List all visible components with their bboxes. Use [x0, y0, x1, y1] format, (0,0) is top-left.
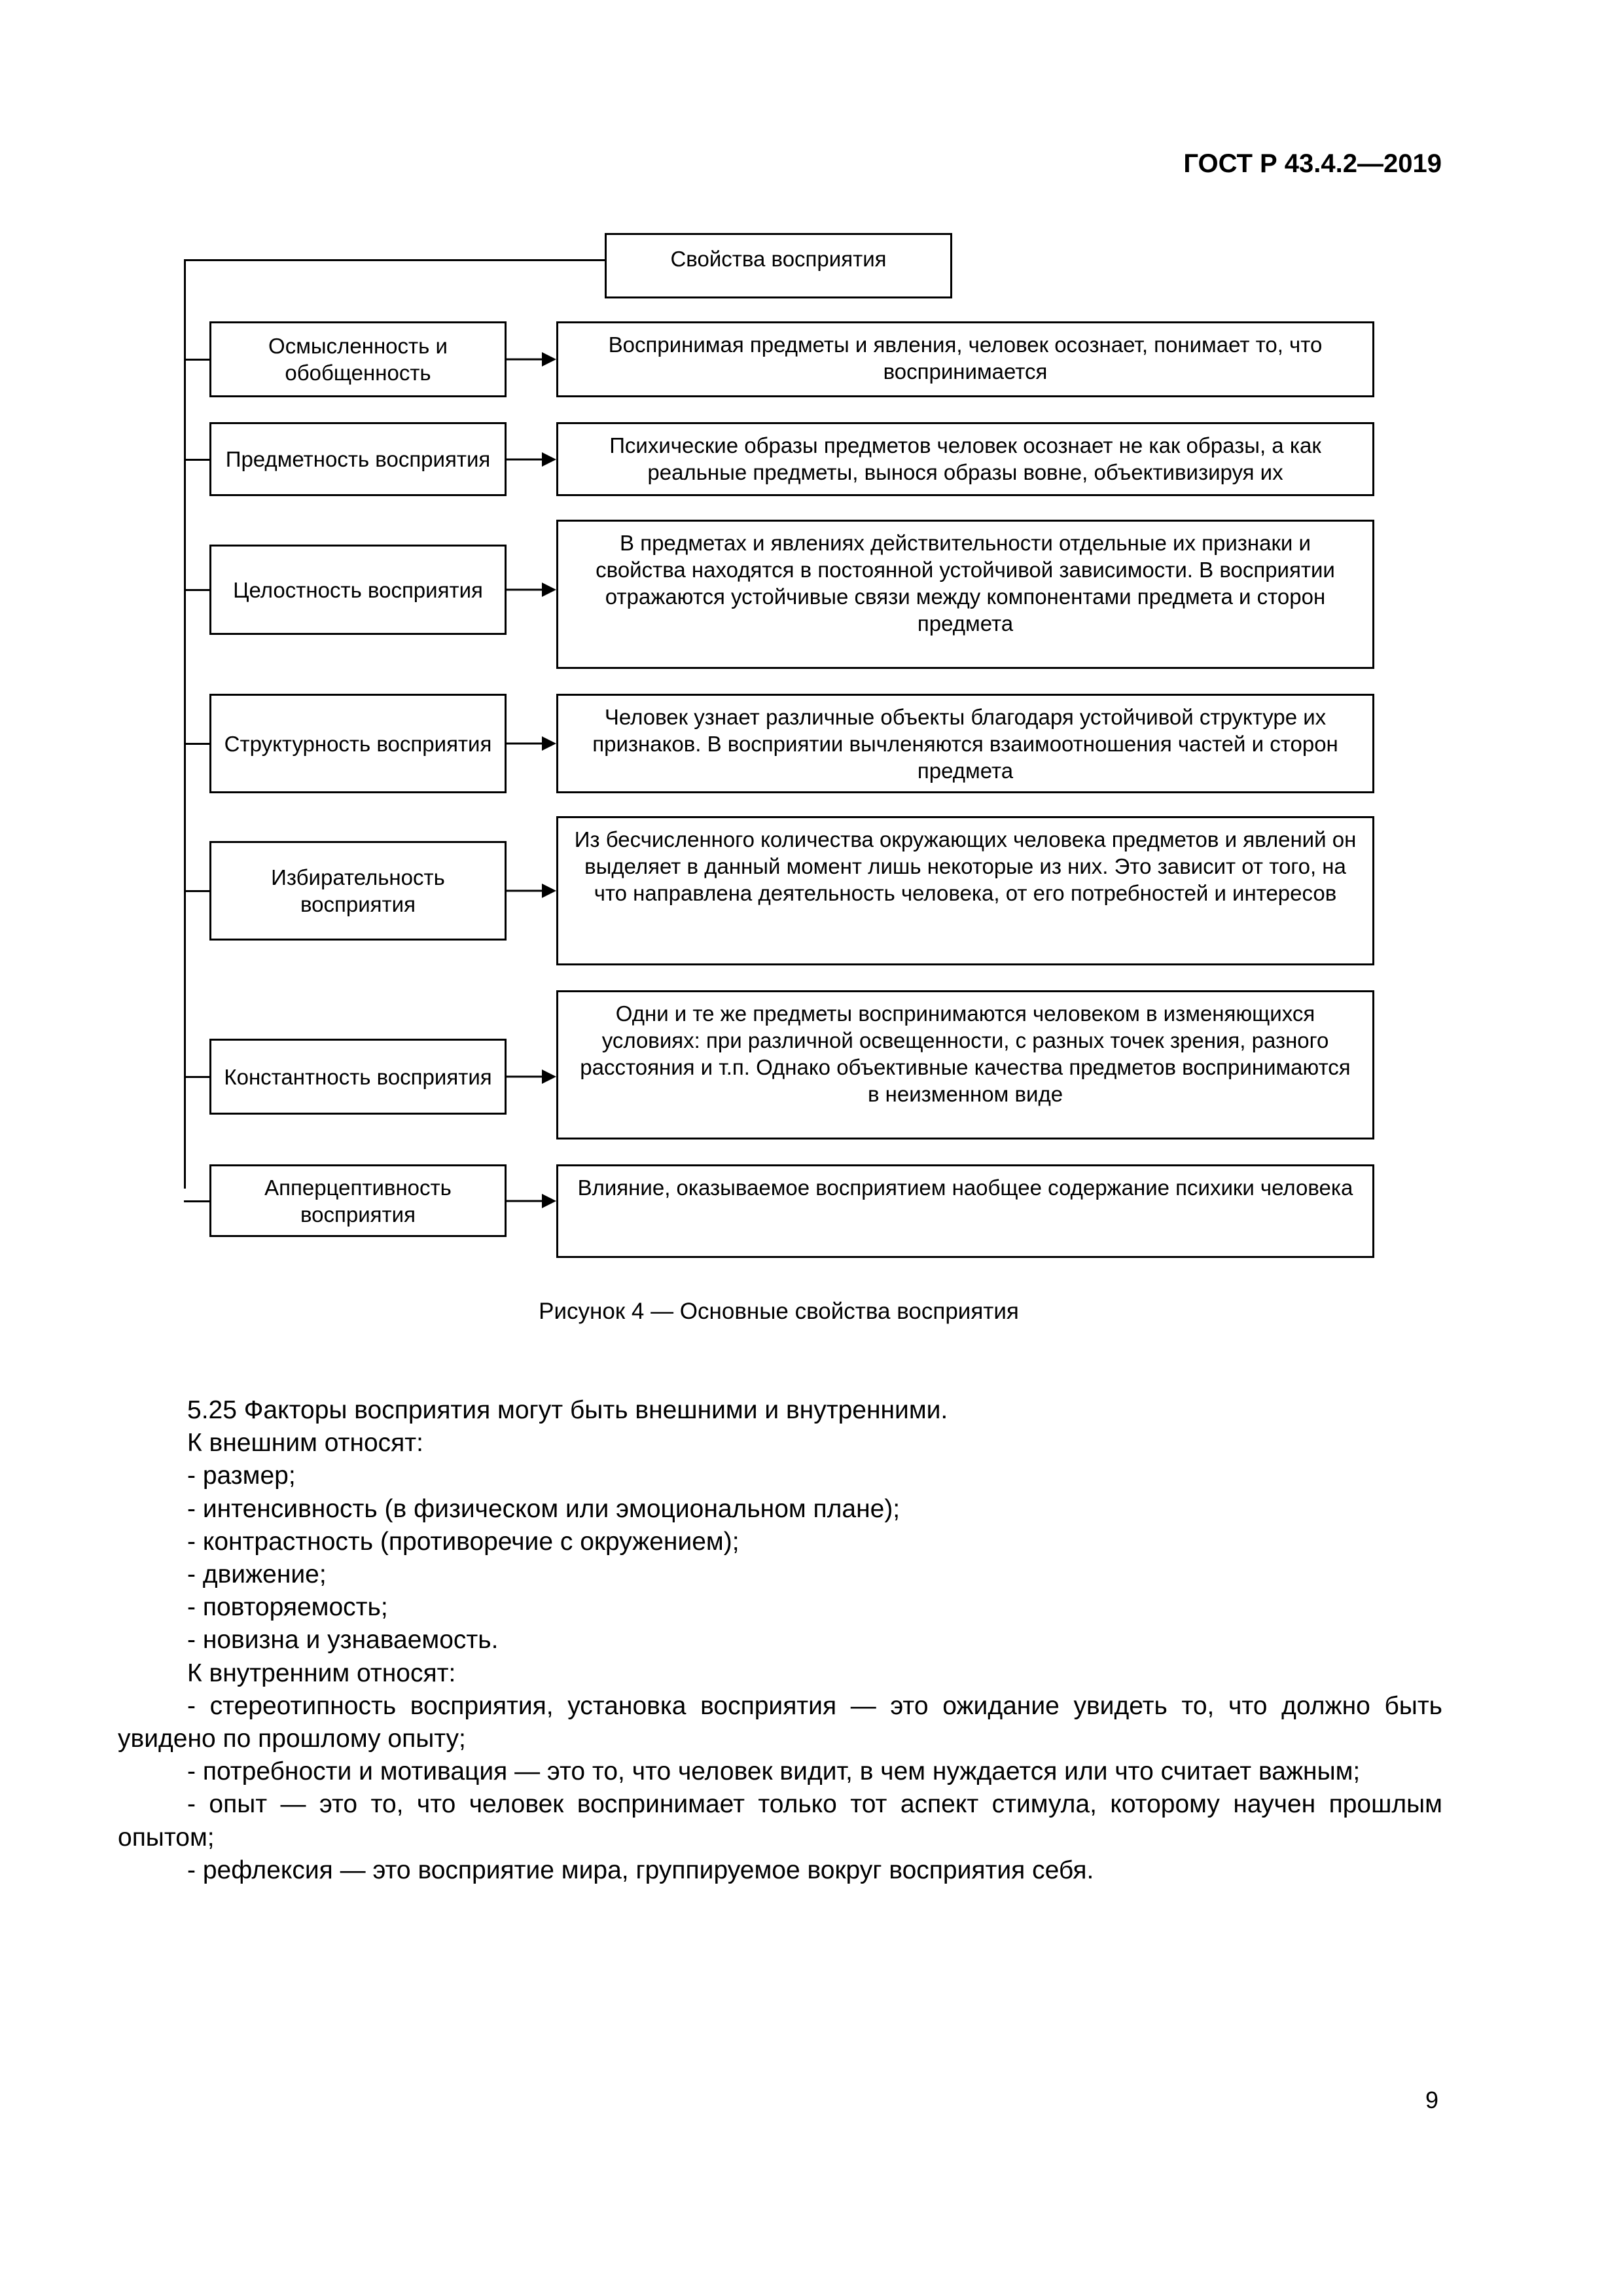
arrow-right-icon — [507, 736, 556, 751]
description-box — [556, 321, 1374, 397]
list-item: - рефлексия — это восприятие мира, группируемое вокруг восприятия себя. — [187, 1856, 1094, 1884]
property-box — [209, 841, 507, 941]
connector-branch — [184, 890, 210, 892]
property-label: Целостность восприятия — [233, 577, 483, 602]
connector-branch — [184, 1200, 210, 1202]
property-box — [209, 1039, 507, 1115]
description-box — [556, 422, 1374, 496]
page-number: 9 — [1425, 2087, 1439, 2113]
document-number: ГОСТ Р 43.4.2—2019 — [1183, 149, 1442, 178]
list-item: - интенсивность (в физическом или эмоциональном плане); — [187, 1494, 901, 1523]
description-box — [556, 1164, 1374, 1258]
arrow-right-icon — [507, 1069, 556, 1085]
arrow-right-icon — [507, 883, 556, 899]
body-text — [118, 1394, 1442, 1887]
arrow-right-icon — [507, 351, 556, 367]
property-label: Предметность восприятия — [225, 447, 491, 471]
property-description: Психические образы предметов человек осознает не как образы, а как реальные предметы, вынося образы вовне, объективизируя их — [609, 433, 1321, 484]
list-item: - потребности и мотивация — это то, что человек видит, в чем нуждается или что считает важным; — [187, 1757, 1361, 1786]
list-item: - движение; — [187, 1560, 327, 1589]
property-label: Избирательность восприятия — [271, 865, 445, 916]
property-description: Одни и те же предметы воспринимаются человеком в изменяющихся условиях: при различной освещенности, с разных точек зрения, разного расстояния и т.п. Однако объективные качества предметов воспринимаются в неизменном виде — [580, 1001, 1351, 1106]
property-description: В предметах и явлениях действительности отдельные их признаки и свойства находятся в постоянной устойчивой зависимости. В восприятии отражаются устойчивые связи между компонентами предмета и сторон предмета — [596, 531, 1335, 636]
property-box — [209, 545, 507, 635]
list-item: - размер; — [187, 1462, 296, 1490]
list-item: - контрастность (противоречие с окружением); — [187, 1527, 740, 1556]
connector-top — [184, 259, 605, 261]
diagram-title-box — [605, 233, 952, 298]
paragraph: 5.25 Факторы восприятия могут быть внешними и внутренними. — [187, 1396, 948, 1424]
connector-trunk — [184, 259, 186, 1189]
connector-branch — [184, 459, 210, 461]
figure-caption: Рисунок 4 — Основные свойства восприятия — [539, 1299, 1019, 1324]
arrow-right-icon — [507, 1193, 556, 1209]
property-box — [209, 422, 507, 496]
list-item: - стереотипность восприятия, установка восприятия — это ожидание увидеть то, что должно быть увидено по прошлому опыту; — [118, 1691, 1442, 1753]
paragraph: К внешним относят: — [187, 1429, 423, 1458]
arrow-right-icon — [507, 582, 556, 598]
property-box — [209, 1164, 507, 1237]
diagram-title: Свойства восприятия — [670, 247, 887, 271]
connector-branch — [184, 359, 210, 361]
list-item: - новизна и узнаваемость. — [187, 1626, 499, 1655]
property-box — [209, 321, 507, 397]
property-description: Человек узнает различные объекты благодаря устойчивой структуре их признаков. В восприятии вычленяются взаимоотношения частей и сторон предмета — [592, 705, 1338, 783]
property-label: Апперцептивность восприятия — [264, 1175, 452, 1227]
connector-branch — [184, 743, 210, 745]
property-label: Осмысленность и обобщенность — [268, 334, 448, 385]
description-box — [556, 694, 1374, 793]
property-label: Структурность восприятия — [224, 731, 492, 756]
list-item: - опыт — это то, что человек воспринимает только тот аспект стимула, которому научен прошлым опытом; — [118, 1790, 1442, 1852]
description-box — [556, 816, 1374, 965]
description-box — [556, 990, 1374, 1139]
arrow-right-icon — [507, 452, 556, 467]
property-label: Константность восприятия — [224, 1064, 492, 1089]
paragraph: К внутренним относят: — [187, 1659, 456, 1687]
property-box — [209, 694, 507, 793]
connector-branch — [184, 589, 210, 591]
property-description: Влияние, оказываемое восприятием наобщее содержание психики человека — [577, 1175, 1353, 1200]
property-description: Воспринимая предметы и явления, человек осознает, понимает то, что воспринимается — [608, 332, 1323, 384]
list-item: - повторяемость; — [187, 1593, 388, 1622]
description-box — [556, 520, 1374, 669]
connector-branch — [184, 1076, 210, 1078]
property-description: Из бесчисленного количества окружающих человека предметов и явлений он выделяет в данный момент лишь некоторые из них. Это зависит от того, на что направлена деятельность человека, от его потребностей и интересов — [574, 827, 1357, 905]
